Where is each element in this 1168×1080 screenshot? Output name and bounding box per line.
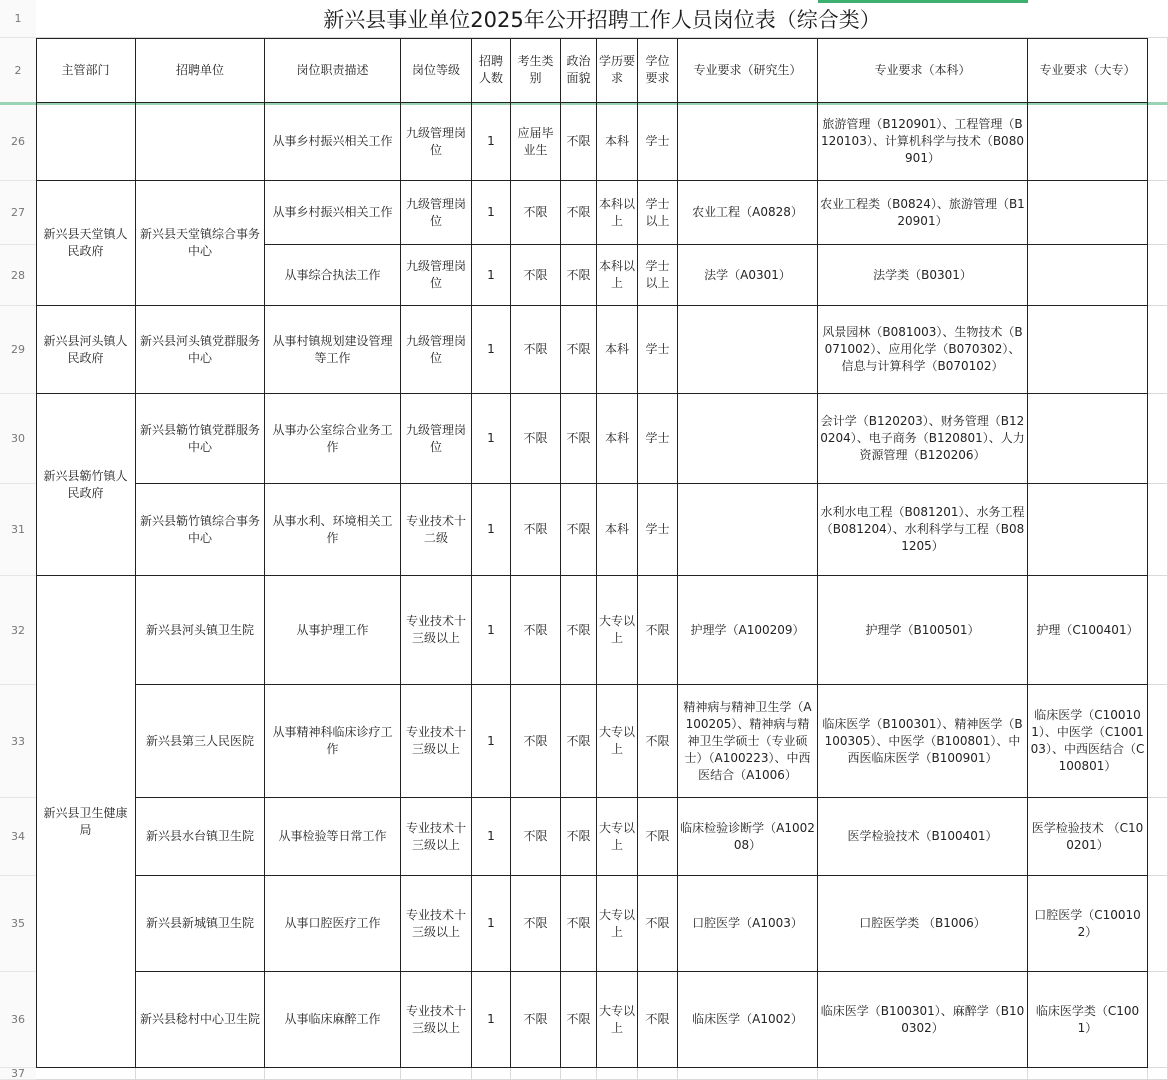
column-header[interactable]: 学历要求 bbox=[597, 38, 638, 103]
row-number[interactable]: 2 bbox=[0, 38, 36, 103]
unit-cell[interactable]: 新兴县簕竹镇综合事务中心 bbox=[136, 484, 265, 576]
table-cell-degree[interactable]: 学士 bbox=[638, 394, 678, 484]
table-cell-assoc[interactable]: 护理（C100401） bbox=[1028, 576, 1148, 685]
table-row-border bbox=[36, 305, 1148, 306]
row-number[interactable]: 31 bbox=[0, 484, 36, 576]
table-cell-level[interactable]: 专业技术十三级以上 bbox=[401, 876, 472, 972]
table-cell-type[interactable]: 不限 bbox=[511, 245, 561, 306]
column-header[interactable]: 专业要求（研究生） bbox=[678, 38, 818, 103]
table-border-bottom bbox=[36, 1067, 1148, 1068]
table-cell-grad[interactable]: 精神病与精神卫生学（A100205）、精神病与精神卫生学硕士（专业硕士）（A100223）、中西医结合（A1006） bbox=[678, 685, 818, 798]
table-cell-bach[interactable]: 临床医学（B100301）、麻醉学（B100302） bbox=[818, 972, 1028, 1068]
table-row-border bbox=[36, 102, 1148, 103]
table-cell-level[interactable]: 九级管理岗位 bbox=[401, 245, 472, 306]
table-column-border bbox=[637, 38, 638, 1068]
empty-cell[interactable] bbox=[561, 1068, 597, 1080]
table-row-border bbox=[136, 684, 1148, 685]
table-cell-assoc[interactable]: 临床医学类（C1001） bbox=[1028, 972, 1148, 1068]
table-cell-degree[interactable]: 学士 bbox=[638, 484, 678, 576]
table-cell-bach[interactable]: 临床医学（B100301）、精神医学（B100305）、中医学（B100801）、中西医临床医学（B100901） bbox=[818, 685, 1028, 798]
sheet-title[interactable]: 新兴县事业单位2025年公开招聘工作人员岗位表（综合类） bbox=[36, 0, 1168, 38]
table-cell-edu[interactable]: 本科 bbox=[597, 394, 638, 484]
table-row-border bbox=[36, 393, 1148, 394]
column-header[interactable]: 专业要求（本科） bbox=[818, 38, 1028, 103]
table-cell-duty[interactable]: 从事口腔医疗工作 bbox=[265, 876, 401, 972]
table-cell-bach[interactable]: 护理学（B100501） bbox=[818, 576, 1028, 685]
table-cell-political[interactable]: 不限 bbox=[561, 685, 597, 798]
table-cell-type[interactable]: 不限 bbox=[511, 685, 561, 798]
table-cell-count[interactable]: 1 bbox=[472, 306, 511, 394]
table-cell-duty[interactable]: 从事精神科临床诊疗工作 bbox=[265, 685, 401, 798]
table-cell-political[interactable]: 不限 bbox=[561, 245, 597, 306]
table-column-border bbox=[1027, 38, 1028, 1068]
table-cell-degree[interactable]: 学士 bbox=[638, 103, 678, 181]
table-cell-degree[interactable]: 不限 bbox=[638, 576, 678, 685]
table-column-border bbox=[596, 38, 597, 1068]
table-cell-level[interactable]: 专业技术十三级以上 bbox=[401, 798, 472, 876]
unit-cell[interactable] bbox=[136, 103, 265, 181]
table-cell-edu[interactable]: 本科 bbox=[597, 103, 638, 181]
table-row-border bbox=[265, 244, 1148, 245]
row-number[interactable]: 34 bbox=[0, 798, 36, 876]
table-cell-count[interactable]: 1 bbox=[472, 876, 511, 972]
table-row-border bbox=[36, 575, 1148, 576]
table-cell-duty[interactable]: 从事办公室综合业务工作 bbox=[265, 394, 401, 484]
empty-cell[interactable] bbox=[1148, 576, 1168, 685]
table-cell-edu[interactable]: 大专以上 bbox=[597, 576, 638, 685]
table-cell-duty[interactable]: 从事护理工作 bbox=[265, 576, 401, 685]
table-cell-grad[interactable]: 临床医学（A1002） bbox=[678, 972, 818, 1068]
column-header[interactable]: 主管部门 bbox=[36, 38, 136, 103]
table-cell-type[interactable]: 不限 bbox=[511, 972, 561, 1068]
table-cell-degree[interactable]: 不限 bbox=[638, 685, 678, 798]
row-number[interactable]: 28 bbox=[0, 245, 36, 306]
table-cell-count[interactable]: 1 bbox=[472, 484, 511, 576]
department-cell[interactable] bbox=[36, 103, 136, 181]
table-cell-edu[interactable]: 本科 bbox=[597, 484, 638, 576]
table-cell-bach[interactable]: 医学检验技术（B100401） bbox=[818, 798, 1028, 876]
table-border-top bbox=[36, 38, 1148, 39]
table-cell-political[interactable]: 不限 bbox=[561, 576, 597, 685]
empty-cell[interactable] bbox=[1148, 798, 1168, 876]
table-cell-degree[interactable]: 学士以上 bbox=[638, 245, 678, 306]
table-cell-grad[interactable]: 农业工程（A0828） bbox=[678, 181, 818, 245]
table-cell-grad[interactable]: 口腔医学（A1003） bbox=[678, 876, 818, 972]
table-cell-duty[interactable]: 从事临床麻醉工作 bbox=[265, 972, 401, 1068]
table-cell-type[interactable]: 不限 bbox=[511, 876, 561, 972]
column-header[interactable]: 岗位职责描述 bbox=[265, 38, 401, 103]
table-cell-grad[interactable]: 临床检验诊断学（A100208） bbox=[678, 798, 818, 876]
unit-cell[interactable]: 新兴县稔村中心卫生院 bbox=[136, 972, 265, 1068]
empty-cell[interactable] bbox=[1148, 181, 1168, 245]
department-cell[interactable]: 新兴县卫生健康局 bbox=[36, 576, 136, 1068]
unit-cell[interactable]: 新兴县新城镇卫生院 bbox=[136, 876, 265, 972]
empty-cell[interactable] bbox=[638, 1068, 678, 1080]
table-cell-level[interactable]: 九级管理岗位 bbox=[401, 181, 472, 245]
table-cell-type[interactable]: 不限 bbox=[511, 484, 561, 576]
table-cell-degree[interactable]: 不限 bbox=[638, 972, 678, 1068]
row-number[interactable]: 37 bbox=[0, 1068, 36, 1080]
column-header[interactable]: 学位要求 bbox=[638, 38, 678, 103]
table-row-border bbox=[136, 875, 1148, 876]
table-cell-count[interactable]: 1 bbox=[472, 576, 511, 685]
table-row-border bbox=[36, 180, 1148, 181]
unit-cell[interactable]: 新兴县河头镇卫生院 bbox=[136, 576, 265, 685]
table-cell-duty[interactable]: 从事综合执法工作 bbox=[265, 245, 401, 306]
table-cell-assoc[interactable] bbox=[1028, 103, 1148, 181]
table-cell-bach[interactable]: 农业工程类（B0824）、旅游管理（B120901） bbox=[818, 181, 1028, 245]
department-cell[interactable]: 新兴县天堂镇人民政府 bbox=[36, 181, 136, 306]
table-cell-level[interactable]: 专业技术十三级以上 bbox=[401, 685, 472, 798]
empty-cell[interactable] bbox=[678, 1068, 818, 1080]
column-header[interactable]: 招聘单位 bbox=[136, 38, 265, 103]
table-row-border bbox=[136, 797, 1148, 798]
empty-cell[interactable] bbox=[1028, 1068, 1148, 1080]
table-cell-count[interactable]: 1 bbox=[472, 103, 511, 181]
empty-cell[interactable] bbox=[1148, 876, 1168, 972]
table-cell-assoc[interactable]: 医学检验技术 （C100201） bbox=[1028, 798, 1148, 876]
empty-cell[interactable] bbox=[1148, 484, 1168, 576]
table-cell-bach[interactable]: 风景园林（B081003）、生物技术（B071002）、应用化学（B070302）、信息与计算科学（B070102） bbox=[818, 306, 1028, 394]
empty-cell[interactable] bbox=[1148, 685, 1168, 798]
table-cell-edu[interactable]: 本科 bbox=[597, 306, 638, 394]
table-cell-grad[interactable] bbox=[678, 484, 818, 576]
table-column-border bbox=[677, 38, 678, 1068]
table-cell-count[interactable]: 1 bbox=[472, 245, 511, 306]
unit-cell[interactable]: 新兴县第三人民医院 bbox=[136, 685, 265, 798]
table-cell-duty[interactable]: 从事村镇规划建设管理等工作 bbox=[265, 306, 401, 394]
unit-cell[interactable]: 新兴县簕竹镇党群服务中心 bbox=[136, 394, 265, 484]
table-cell-edu[interactable]: 本科以上 bbox=[597, 245, 638, 306]
unit-cell[interactable]: 新兴县水台镇卫生院 bbox=[136, 798, 265, 876]
table-cell-duty[interactable]: 从事乡村振兴相关工作 bbox=[265, 103, 401, 181]
table-cell-political[interactable]: 不限 bbox=[561, 394, 597, 484]
empty-cell[interactable] bbox=[1148, 306, 1168, 394]
table-cell-duty[interactable]: 从事乡村振兴相关工作 bbox=[265, 181, 401, 245]
table-cell-political[interactable]: 不限 bbox=[561, 306, 597, 394]
table-cell-bach[interactable]: 口腔医学类 （B1006） bbox=[818, 876, 1028, 972]
row-number[interactable]: 35 bbox=[0, 876, 36, 972]
row-number[interactable]: 26 bbox=[0, 103, 36, 181]
department-cell[interactable]: 新兴县河头镇人民政府 bbox=[36, 306, 136, 394]
empty-cell[interactable] bbox=[401, 1068, 472, 1080]
column-header[interactable]: 政治面貌 bbox=[561, 38, 597, 103]
table-cell-type[interactable]: 应届毕业生 bbox=[511, 103, 561, 181]
row-number[interactable]: 27 bbox=[0, 181, 36, 245]
row-number[interactable]: 32 bbox=[0, 576, 36, 685]
table-cell-level[interactable]: 九级管理岗位 bbox=[401, 394, 472, 484]
row-number[interactable]: 33 bbox=[0, 685, 36, 798]
table-cell-duty[interactable]: 从事检验等日常工作 bbox=[265, 798, 401, 876]
table-cell-assoc[interactable] bbox=[1028, 181, 1148, 245]
table-cell-grad[interactable] bbox=[678, 103, 818, 181]
column-header[interactable]: 考生类别 bbox=[511, 38, 561, 103]
table-cell-type[interactable]: 不限 bbox=[511, 798, 561, 876]
column-header[interactable]: 专业要求（大专） bbox=[1028, 38, 1148, 103]
table-column-border bbox=[264, 38, 265, 1068]
unit-cell[interactable]: 新兴县河头镇党群服务中心 bbox=[136, 306, 265, 394]
table-cell-political[interactable]: 不限 bbox=[561, 798, 597, 876]
table-cell-assoc[interactable] bbox=[1028, 245, 1148, 306]
table-column-border bbox=[817, 38, 818, 1068]
table-cell-bach[interactable]: 水利水电工程（B081201）、水务工程（B081204）、水利科学与工程（B081205） bbox=[818, 484, 1028, 576]
table-cell-level[interactable]: 专业技术十二级 bbox=[401, 484, 472, 576]
table-cell-level[interactable]: 专业技术十三级以上 bbox=[401, 972, 472, 1068]
table-cell-bach[interactable]: 会计学（B120203）、财务管理（B120204）、电子商务（B120801）、人力资源管理（B120206） bbox=[818, 394, 1028, 484]
table-cell-edu[interactable]: 大专以上 bbox=[597, 972, 638, 1068]
table-cell-assoc[interactable] bbox=[1028, 394, 1148, 484]
table-cell-political[interactable]: 不限 bbox=[561, 181, 597, 245]
table-cell-political[interactable]: 不限 bbox=[561, 876, 597, 972]
table-cell-count[interactable]: 1 bbox=[472, 394, 511, 484]
table-border-right bbox=[1147, 38, 1148, 1068]
table-cell-edu[interactable]: 大专以上 bbox=[597, 685, 638, 798]
table-cell-level[interactable]: 九级管理岗位 bbox=[401, 103, 472, 181]
column-header[interactable]: 招聘人数 bbox=[472, 38, 511, 103]
table-column-border bbox=[510, 38, 511, 1068]
table-cell-count[interactable]: 1 bbox=[472, 181, 511, 245]
table-row-border bbox=[136, 483, 1148, 484]
empty-cell[interactable] bbox=[1148, 394, 1168, 484]
table-column-border bbox=[471, 38, 472, 1068]
table-cell-assoc[interactable]: 口腔医学（C100102） bbox=[1028, 876, 1148, 972]
table-cell-degree[interactable]: 不限 bbox=[638, 798, 678, 876]
table-cell-grad[interactable]: 护理学（A100209） bbox=[678, 576, 818, 685]
row-number[interactable]: 36 bbox=[0, 972, 36, 1068]
empty-cell[interactable] bbox=[1148, 38, 1168, 103]
table-cell-type[interactable]: 不限 bbox=[511, 306, 561, 394]
table-cell-count[interactable]: 1 bbox=[472, 685, 511, 798]
table-cell-type[interactable]: 不限 bbox=[511, 576, 561, 685]
table-cell-edu[interactable]: 本科以上 bbox=[597, 181, 638, 245]
table-cell-level[interactable]: 专业技术十三级以上 bbox=[401, 576, 472, 685]
table-cell-level[interactable]: 九级管理岗位 bbox=[401, 306, 472, 394]
table-cell-type[interactable]: 不限 bbox=[511, 181, 561, 245]
table-cell-assoc[interactable] bbox=[1028, 306, 1148, 394]
column-header[interactable]: 岗位等级 bbox=[401, 38, 472, 103]
empty-cell[interactable] bbox=[1148, 972, 1168, 1068]
table-row-border bbox=[136, 971, 1148, 972]
empty-cell[interactable] bbox=[265, 1068, 401, 1080]
empty-cell[interactable] bbox=[136, 1068, 265, 1080]
table-cell-degree[interactable]: 不限 bbox=[638, 876, 678, 972]
table-cell-edu[interactable]: 大专以上 bbox=[597, 798, 638, 876]
empty-cell[interactable] bbox=[1148, 1068, 1168, 1080]
table-cell-bach[interactable]: 旅游管理（B120901）、工程管理（B120103）、计算机科学与技术（B080901） bbox=[818, 103, 1028, 181]
table-cell-political[interactable]: 不限 bbox=[561, 972, 597, 1068]
row-number[interactable]: 1 bbox=[0, 0, 36, 38]
table-cell-grad[interactable] bbox=[678, 306, 818, 394]
table-column-border bbox=[400, 38, 401, 1068]
table-cell-count[interactable]: 1 bbox=[472, 798, 511, 876]
table-cell-duty[interactable]: 从事水利、环境相关工作 bbox=[265, 484, 401, 576]
empty-cell[interactable] bbox=[511, 1068, 561, 1080]
empty-cell[interactable] bbox=[818, 1068, 1028, 1080]
empty-cell[interactable] bbox=[1148, 103, 1168, 181]
empty-cell[interactable] bbox=[472, 1068, 511, 1080]
department-cell[interactable]: 新兴县簕竹镇人民政府 bbox=[36, 394, 136, 576]
table-cell-bach[interactable]: 法学类（B0301） bbox=[818, 245, 1028, 306]
table-cell-assoc[interactable] bbox=[1028, 484, 1148, 576]
table-cell-political[interactable]: 不限 bbox=[561, 103, 597, 181]
empty-cell[interactable] bbox=[36, 1068, 136, 1080]
row-number[interactable]: 30 bbox=[0, 394, 36, 484]
table-cell-political[interactable]: 不限 bbox=[561, 484, 597, 576]
table-cell-count[interactable]: 1 bbox=[472, 972, 511, 1068]
table-cell-edu[interactable]: 大专以上 bbox=[597, 876, 638, 972]
unit-cell[interactable]: 新兴县天堂镇综合事务中心 bbox=[136, 181, 265, 306]
empty-cell[interactable] bbox=[597, 1068, 638, 1080]
table-cell-grad[interactable]: 法学（A0301） bbox=[678, 245, 818, 306]
table-cell-assoc[interactable]: 临床医学（C100101）、中医学（C100103）、中西医结合（C100801） bbox=[1028, 685, 1148, 798]
empty-cell[interactable] bbox=[1148, 245, 1168, 306]
table-cell-grad[interactable] bbox=[678, 394, 818, 484]
table-column-border bbox=[560, 38, 561, 1068]
table-cell-degree[interactable]: 学士以上 bbox=[638, 181, 678, 245]
table-cell-type[interactable]: 不限 bbox=[511, 394, 561, 484]
table-column-border bbox=[135, 38, 136, 1068]
table-border-left bbox=[36, 38, 37, 1068]
table-cell-degree[interactable]: 学士 bbox=[638, 306, 678, 394]
row-number[interactable]: 29 bbox=[0, 306, 36, 394]
